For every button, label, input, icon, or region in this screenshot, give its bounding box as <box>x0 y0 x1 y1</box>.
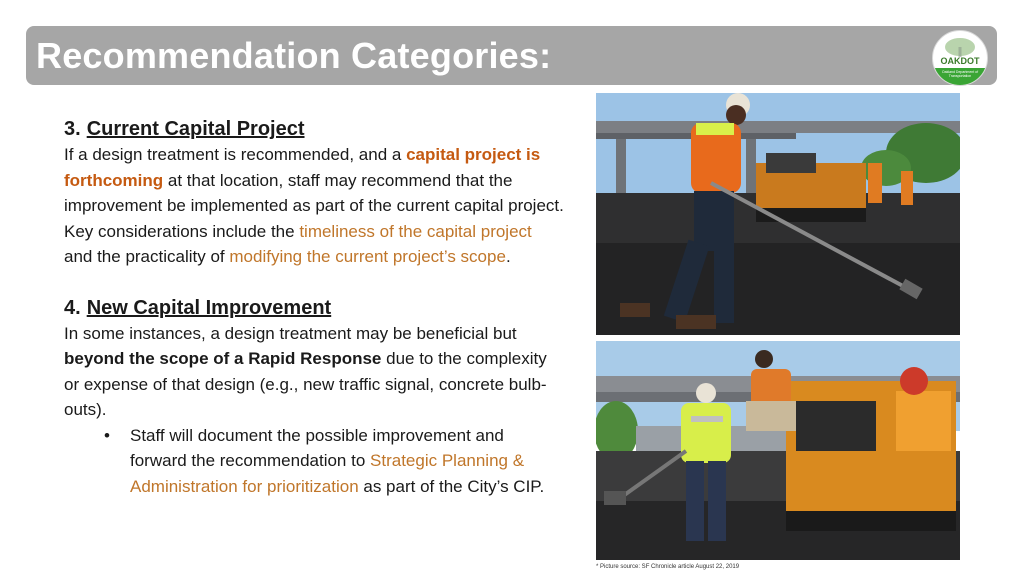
bullet-icon: • <box>104 425 110 445</box>
section-title: New Capital Improvement <box>86 296 332 319</box>
bold-text: beyond the scope of a Rapid Response <box>64 349 382 368</box>
title-bar <box>26 26 997 85</box>
slide-content <box>64 116 564 499</box>
bullet-item <box>64 423 564 500</box>
body-text: If a design treatment is recommended, and a <box>64 145 407 164</box>
logo-band <box>933 68 987 85</box>
photo-worker-raking-asphalt <box>596 93 960 335</box>
photo-paving-crew <box>596 341 960 560</box>
section-title: Current Capital Project <box>86 118 305 140</box>
logo-band-text: Oakland Department of Transportation <box>941 70 979 78</box>
logo-text: OAKDOT <box>940 56 980 66</box>
body-text: . <box>505 247 511 266</box>
section-body <box>64 321 564 423</box>
section-heading <box>64 116 564 142</box>
picture-source-caption: * Picture source: SF Chronicle article August 22, 2019 <box>596 564 740 570</box>
highlight-text: capital project is forthcoming <box>64 145 541 190</box>
highlight-text: Strategic Planning & Administration for prioritization <box>130 451 525 496</box>
body-text: Staff will document the possible improvement and forward the recommendation to <box>130 425 504 470</box>
body-text: due to the complexity or expense of that design (e.g., new traffic signal, concrete bulb-outs). <box>64 349 547 419</box>
highlight-text: timeliness of the capital project <box>299 221 532 241</box>
section-body <box>64 142 564 270</box>
section-number: 4. <box>64 296 81 319</box>
body-text: as part of the City’s CIP. <box>358 476 545 496</box>
highlight-text: modifying the current project’s scope <box>229 247 506 266</box>
body-text: and the practicality of <box>64 247 230 266</box>
body-text: at that location, staff may recommend that the improvement be implemented as part of the current capital project. Key considerations include the <box>64 170 564 241</box>
slide-title: Recommendation Categories: <box>36 35 552 76</box>
body-text: In some instances, a design treatment may be beneficial but <box>64 323 517 343</box>
oakdot-logo <box>932 30 988 86</box>
section-number: 3. <box>64 118 81 140</box>
section-heading <box>64 295 564 321</box>
section-current-capital-project <box>64 116 564 270</box>
section-new-capital-improvement <box>64 295 564 500</box>
